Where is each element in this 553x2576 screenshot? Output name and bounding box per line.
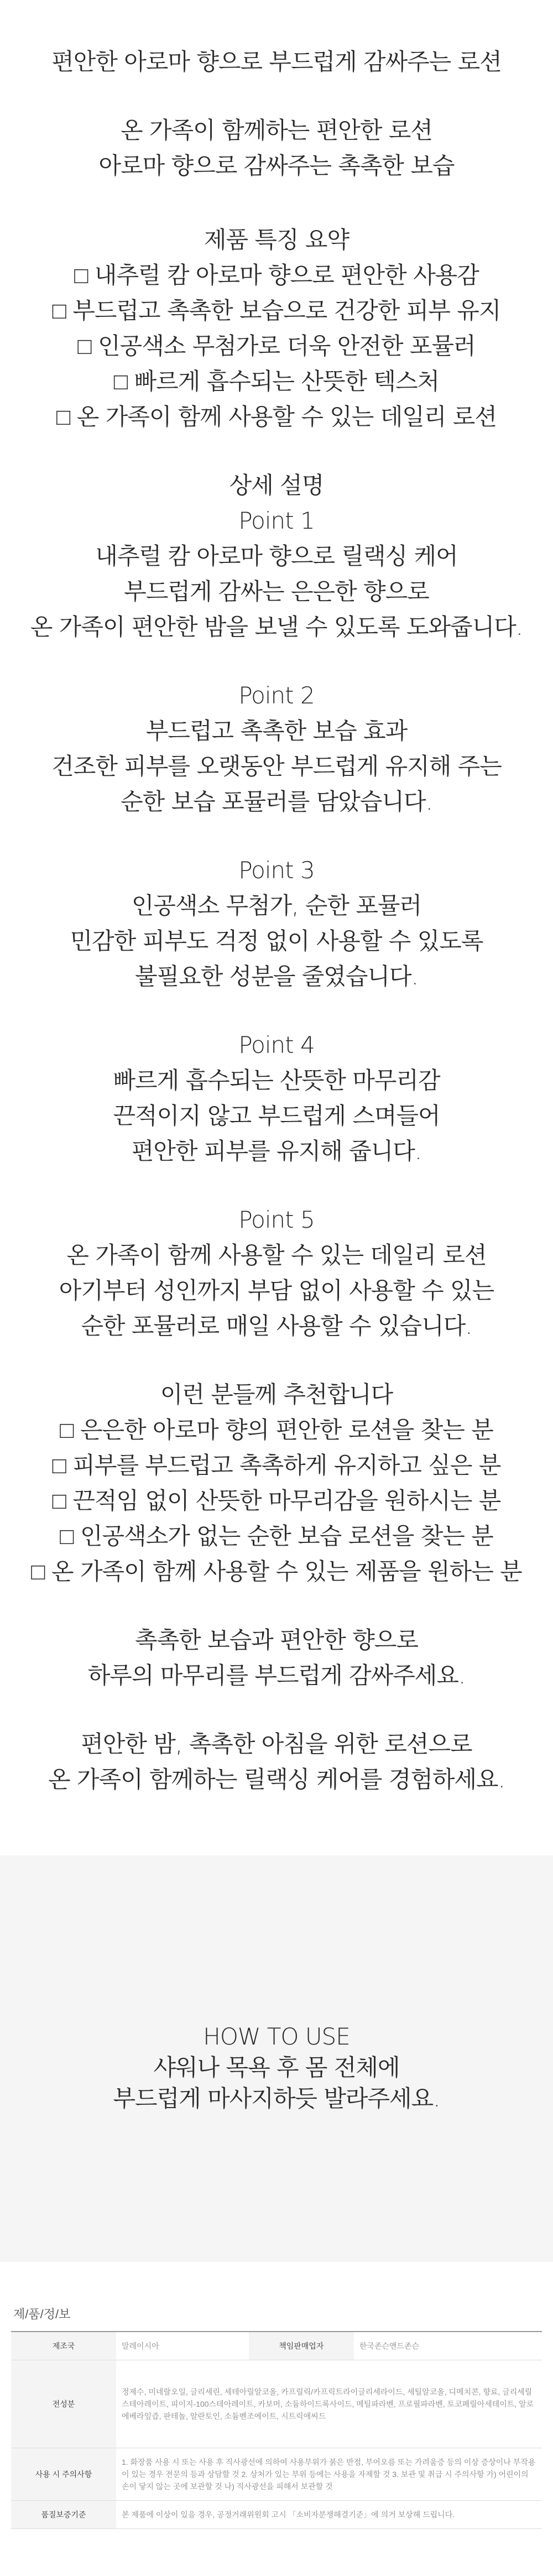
table-value: 본 제품에 이상이 있을 경우, 공정거래위원회 고시 「소비자분쟁해결기준」에 의거 보상해 드립니다. [116, 2501, 542, 2529]
headline: 편안한 아로마 향으로 부드럽게 감싸주는 로션 [51, 48, 502, 75]
summary-item: □ 내추럴 캄 아로마 향으로 편안한 사용감 [74, 262, 479, 289]
table-value: 한국존슨앤드존슨 [354, 2332, 542, 2360]
recommend-item: □ 피부를 부드럽고 촉촉하게 유지하고 싶은 분 [52, 1452, 501, 1479]
table-value: 1. 화장품 사용 시 또는 사용 후 직사광선에 의하여 사용부위가 붉은 반점, 부어오름 또는 가려움증 등의 이상 증상이나 부작용이 있는 경우 전문의 등과 상담할 것 2. 상처가 있는 부위 등에는 사용을 자제할 것 3. 보관 및 취급 시 주의사항 가) 어린이의 손이 닿지 않는 곳에 보관할 것 나) 직사광선을 피해서 보관할 것 [116, 2448, 542, 2501]
table-label: 사용 시 주의사항 [11, 2448, 116, 2501]
recommend-heading: 이런 분들께 추천합니다 [160, 1381, 393, 1408]
summary-heading: 제품 특징 요약 [204, 226, 349, 253]
table-row [11, 2332, 542, 2360]
point-text: 아기부터 성인까지 부담 없이 사용할 수 있는 [59, 1277, 494, 1304]
point-text: 편안한 피부를 유지해 줍니다. [131, 1138, 422, 1165]
summary-item: □ 온 가족이 함께 사용할 수 있는 데일리 로션 [56, 403, 497, 430]
point-text: 내추럴 캄 아로마 향으로 릴랙싱 케어 [95, 543, 458, 570]
point-label: Point 2 [238, 682, 315, 709]
recommend-item: □ 온 가족이 함께 사용할 수 있는 제품을 원하는 분 [31, 1558, 522, 1585]
point-text: 순한 보습 포뮬러를 담았습니다. [121, 788, 432, 815]
recommend-item: □ 은은한 아로마 향의 편안한 로션을 찾는 분 [60, 1416, 493, 1443]
detail-heading: 상세 설명 [229, 472, 324, 499]
table-value: 정제수, 미네랄오일, 글리세린, 세테아릴알코올, 카프릴릭/카프릭트라이글리세라이드, 세틸알코올, 디메치콘, 향료, 글리세릴스테아레이트, 피이지-100스테아레이트, 카보머, 소듐하이드록사이드, 메틸파라벤, 프로필파라벤, 토코페릴아세테이트, 알로에베라잎즙, 판테놀, 알란토인, 소듐벤조에이트, 시트릭애씨드 [116, 2360, 542, 2448]
recommend-item: □ 인공색소가 없는 순한 보습 로션을 찾는 분 [60, 1522, 493, 1550]
table-label: 품질보증기준 [11, 2501, 116, 2529]
point-text: 부드럽고 촉촉한 보습 효과 [145, 717, 408, 744]
point-text: 순한 포뮬러로 매일 사용할 수 있습니다. [81, 1312, 472, 1339]
closing-line: 온 가족이 함께하는 릴랙싱 케어를 경험하세요. [48, 1766, 505, 1793]
point-label: Point 4 [238, 1031, 315, 1058]
table-row [11, 2501, 542, 2529]
point-text: 민감한 피부도 걱정 없이 사용할 수 있도록 [70, 927, 483, 955]
point-text: 인공색소 무첨가, 순한 포뮬러 [131, 892, 422, 919]
point-text: 끈적이지 않고 부드럽게 스며들어 [113, 1102, 440, 1129]
recommend-item: □ 끈적임 없이 산뜻한 마무리감을 원하시는 분 [52, 1487, 501, 1514]
table-label: 제조국 [11, 2332, 116, 2360]
point-label: Point 1 [238, 507, 315, 534]
point-label: Point 5 [238, 1206, 315, 1233]
how-to-use-text: 샤워나 목욕 후 몸 전체에 [153, 2054, 400, 2081]
closing-line: 편안한 밤, 촉촉한 아침을 위한 로션으로 [81, 1730, 472, 1758]
point-text: 온 가족이 편안한 밤을 보낼 수 있도록 도와줍니다. [30, 613, 523, 640]
table-label: 전성분 [11, 2360, 116, 2448]
how-to-use-text: 부드럽게 마사지하듯 발라주세요. [113, 2085, 440, 2112]
point-text: 부드럽게 감싸는 은은한 향으로 [124, 578, 429, 605]
point-label: Point 3 [238, 857, 315, 884]
table-value: 말레이시아 [116, 2332, 249, 2360]
point-text: 빠르게 흡수되는 산뜻한 마무리감 [113, 1067, 440, 1094]
table-label: 책임판매업자 [249, 2332, 354, 2360]
how-to-use-heading: HOW TO USE [203, 2023, 350, 2050]
point-text: 건조한 피부를 오랫동안 부드럽게 유지해 주는 [51, 753, 502, 780]
summary-item: □ 부드럽고 촉촉한 보습으로 건강한 피부 유지 [52, 297, 501, 324]
summary-item: □ 인공색소 무첨가로 더욱 안전한 포뮬러 [77, 332, 476, 359]
subtitle-line: 아로마 향으로 감싸주는 촉촉한 보습 [98, 152, 455, 179]
summary-item: □ 빠르게 흡수되는 산뜻한 텍스처 [113, 368, 440, 395]
product-info-table [11, 2331, 542, 2529]
table-row [11, 2360, 542, 2448]
closing-line: 촉촉한 보습과 편안한 향으로 [135, 1626, 418, 1654]
point-text: 불필요한 성분을 줄였습니다. [135, 963, 418, 990]
table-row [11, 2448, 542, 2501]
product-info-title: 제/품/정/보 [13, 2307, 71, 2321]
product-info-section [0, 2262, 553, 2529]
how-to-use-section [0, 1855, 553, 2262]
subtitle-line: 온 가족이 함께하는 편안한 로션 [121, 117, 432, 144]
closing-line: 하루의 마무리를 부드럽게 감싸주세요. [87, 1662, 466, 1689]
point-text: 온 가족이 함께 사용할 수 있는 데일리 로션 [66, 1242, 487, 1269]
